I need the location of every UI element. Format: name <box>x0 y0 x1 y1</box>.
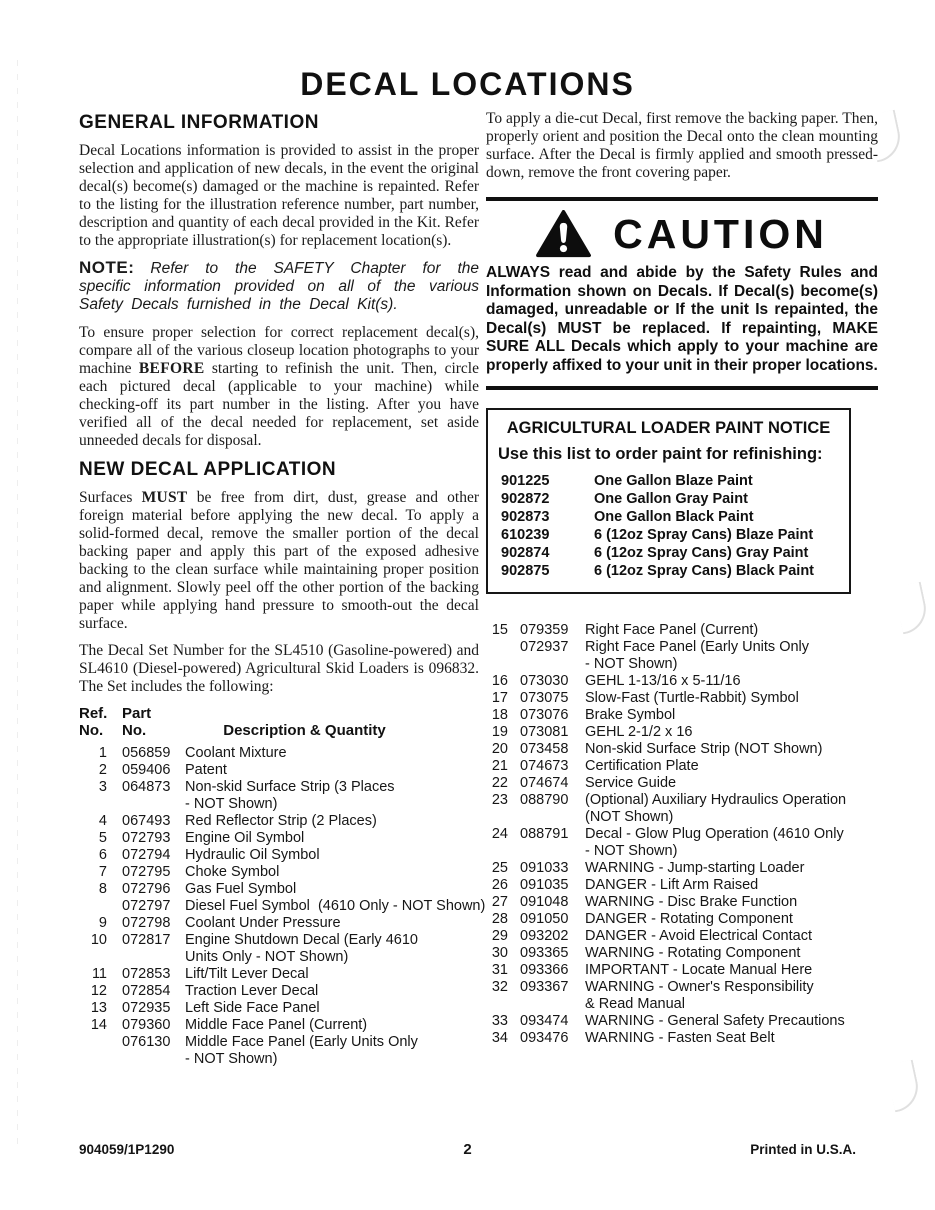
decal-ref-no: 15 <box>491 621 508 638</box>
decal-ref-no: 13 <box>90 1000 107 1016</box>
general-information-paragraph: Decal Locations information is provided to assist in the proper selection and application of new decals, in the event the original decal(s) become(s) damaged or the machine is repainted. Refer to the listing for the illustration reference number, part number, description and quantity of each decal provided in the Kit. Refer to the appropriate illustration(s) for replacement location(s). <box>79 142 479 249</box>
paint-part-no: 902874 <box>501 544 550 561</box>
decal-row <box>486 707 878 724</box>
decal-description: Diesel Fuel Symbol (4610 Only - NOT Shown) <box>185 898 486 914</box>
decal-row <box>79 847 479 864</box>
decal-row <box>486 741 878 758</box>
decal-part-no: 073458 <box>520 740 569 757</box>
decal-part-no: 074674 <box>520 774 569 791</box>
decal-part-no: 072798 <box>122 915 171 931</box>
decal-row <box>79 864 479 881</box>
decal-row <box>486 639 878 673</box>
decal-description: GEHL 2-1/2 x 16 <box>585 723 693 740</box>
caution-title: CAUTION <box>613 210 828 257</box>
paint-notice-title: AGRICULTURAL LOADER PAINT NOTICE <box>506 418 831 437</box>
general-information-heading: GENERAL INFORMATION <box>79 112 319 133</box>
decal-part-no: 079359 <box>520 621 569 638</box>
decal-ref-no: 11 <box>91 966 107 982</box>
paint-row <box>488 544 849 562</box>
decal-row <box>486 877 878 894</box>
decal-ref-no: 21 <box>491 757 508 774</box>
decal-row <box>486 1013 878 1030</box>
decal-row <box>486 622 878 639</box>
paint-list <box>488 472 849 580</box>
decal-description: Middle Face Panel (Early Units Only - NOT Shown) <box>185 1034 418 1067</box>
decal-description: Certification Plate <box>585 757 699 774</box>
decal-ref-no: 16 <box>491 672 508 689</box>
decal-ref-no: 18 <box>491 706 508 723</box>
decal-part-no: 072937 <box>520 638 569 655</box>
decal-row <box>486 911 878 928</box>
decal-description: WARNING - Disc Brake Function <box>585 893 798 910</box>
decal-ref-no: 19 <box>491 723 508 740</box>
decal-row <box>79 898 486 915</box>
decal-part-no: 076130 <box>122 1034 171 1050</box>
paint-row <box>488 490 849 508</box>
decal-description: Middle Face Panel (Current) <box>185 1017 368 1033</box>
new-decal-application-heading: NEW DECAL APPLICATION <box>79 459 337 480</box>
decal-row <box>79 762 479 779</box>
decal-part-no: 073030 <box>520 672 569 689</box>
decal-description: Service Guide <box>585 774 677 791</box>
paint-description: One Gallon Black Paint <box>594 508 754 525</box>
decal-table-header <box>79 705 479 739</box>
decal-part-no: 056859 <box>122 745 171 761</box>
decal-ref-no: 3 <box>98 779 107 795</box>
note-paragraph <box>79 259 479 314</box>
decal-part-no: 072853 <box>122 966 171 982</box>
decal-part-no: 072794 <box>122 847 171 863</box>
decal-ref-no: 23 <box>491 791 508 808</box>
decal-row <box>486 860 878 877</box>
left-column <box>79 112 486 1068</box>
decal-row <box>79 813 479 830</box>
decal-description: Engine Shutdown Decal (Early 4610 Units Only - NOT Shown) <box>185 932 418 965</box>
decal-part-no: 064873 <box>122 779 171 795</box>
decal-ref-no: 2 <box>98 762 107 778</box>
decal-row <box>79 1000 479 1017</box>
decal-ref-no: 24 <box>491 825 508 842</box>
footer-page-number: 2 <box>463 1141 472 1158</box>
application-paragraph: Surfaces MUST be free from dirt, dust, grease and other foreign material before applying the new decal. To apply a solid-formed decal, remove the smaller portion of the decal backing paper and apply this part of the exposed adhesive backing to the clean surface while maintaining proper position and alignment. Slowly peel off the other portion of the backing paper while applying hand pressure to smooth-out the decal surface. <box>79 489 479 632</box>
right-column <box>486 110 878 1047</box>
decal-description: WARNING - Owner's Responsibility & Read Manual <box>585 978 814 1012</box>
selection-paragraph: To ensure proper selection for correct replacement decal(s), compare all of the various closeup location photographs to your machine BEFORE starting to refinish the unit. Then, circle each pictured decal (applicable to your machine) while checking-off its part number in the listing. After you have verified all of the decal needed for replacement, set aside unneeded decals for disposal. <box>79 324 479 449</box>
paint-description: 6 (12oz Spray Cans) Black Paint <box>594 562 814 579</box>
decal-description: Hydraulic Oil Symbol <box>185 847 320 863</box>
decal-row <box>486 724 878 741</box>
decal-row <box>79 745 479 762</box>
footer-printed-note: Printed in U.S.A. <box>750 1142 856 1157</box>
decal-set-paragraph: The Decal Set Number for the SL4510 (Gasoline-powered) and SL4610 (Diesel-powered) Agricultural Skid Loaders is 096832. The Set includes the following: <box>79 642 479 695</box>
decal-ref-no: 27 <box>491 893 508 910</box>
decal-description: WARNING - Jump-starting Loader <box>585 859 805 876</box>
decal-part-no: 093476 <box>520 1029 569 1046</box>
decal-ref-no: 34 <box>491 1029 508 1046</box>
decal-row <box>79 966 479 983</box>
caution-body: ALWAYS read and abide by the Safety Rules and Information shown on Decals. If Decal(s) become(s) damaged, unreadable or If the unit Is repainted, the Decal(s) MUST be replaced. If repainting, MAKE SURE ALL Decals which apply to your machine are properly affixed to your unit in their proper locations. <box>486 264 878 374</box>
decal-row <box>486 673 878 690</box>
decal-description: DANGER - Lift Arm Raised <box>585 876 759 893</box>
part-no-header: Part No. <box>122 705 152 739</box>
caution-heading <box>486 210 878 258</box>
scan-artifact-curl <box>885 1060 922 1113</box>
decal-part-no: 091035 <box>520 876 569 893</box>
paint-description: 6 (12oz Spray Cans) Blaze Paint <box>594 526 814 543</box>
decal-row <box>79 779 479 813</box>
decal-ref-no: 20 <box>491 740 508 757</box>
decal-ref-no: 6 <box>98 847 107 863</box>
decal-part-no: 072797 <box>122 898 171 914</box>
decal-description: Non-skid Surface Strip (3 Places - NOT Shown) <box>185 779 395 812</box>
decal-part-no: 074673 <box>520 757 569 774</box>
paint-row <box>488 472 849 490</box>
paint-part-no: 610239 <box>501 526 550 543</box>
decal-part-no: 072817 <box>122 932 171 948</box>
caution-bottom-rule <box>486 386 878 390</box>
decal-description: Coolant Mixture <box>185 745 287 761</box>
decal-description: Decal - Glow Plug Operation (4610 Only - NOT Shown) <box>585 825 844 859</box>
description-quantity-header: Description & Quantity <box>223 722 386 739</box>
decal-part-no: 088790 <box>520 791 569 808</box>
decal-description: Slow-Fast (Turtle-Rabbit) Symbol <box>585 689 799 706</box>
decal-description: Right Face Panel (Current) <box>585 621 759 638</box>
decal-ref-no: 8 <box>98 881 107 897</box>
decal-description: Traction Lever Decal <box>185 983 319 999</box>
decal-part-no: 091048 <box>520 893 569 910</box>
die-cut-paragraph: To apply a die-cut Decal, first remove the backing paper. Then, properly orient and position the Decal onto the clean mounting surface. After the Decal is firmly applied and smooth pressed-down, remove the front covering paper. <box>486 110 878 181</box>
decal-row <box>79 915 479 932</box>
decal-description: Engine Oil Symbol <box>185 830 305 846</box>
footer-part-number: 904059/1P1290 <box>79 1142 175 1157</box>
scan-artifact-curl <box>893 582 930 635</box>
paint-part-no: 902873 <box>501 508 550 525</box>
decal-ref-no: 7 <box>98 864 107 880</box>
paint-part-no: 902875 <box>501 562 550 579</box>
decal-description: Brake Symbol <box>585 706 676 723</box>
decal-ref-no: 4 <box>98 813 107 829</box>
decal-part-no: 088791 <box>520 825 569 842</box>
decal-part-no: 093365 <box>520 944 569 961</box>
decal-row <box>79 983 479 1000</box>
decal-description: Right Face Panel (Early Units Only - NOT Shown) <box>585 638 810 672</box>
decal-part-no: 072795 <box>122 864 171 880</box>
note-label: NOTE: <box>79 258 135 277</box>
decal-row <box>486 690 878 707</box>
decal-ref-no: 30 <box>491 944 508 961</box>
decal-description: Patent <box>185 762 227 778</box>
decal-list-right <box>486 622 878 1047</box>
decal-row <box>79 1017 479 1034</box>
decal-ref-no: 22 <box>491 774 508 791</box>
decal-row <box>79 1034 479 1068</box>
decal-part-no: 072854 <box>122 983 171 999</box>
decal-ref-no: 10 <box>90 932 107 948</box>
decal-description: DANGER - Rotating Component <box>585 910 793 927</box>
decal-description: IMPORTANT - Locate Manual Here <box>585 961 813 978</box>
decal-part-no: 073076 <box>520 706 569 723</box>
decal-description: Red Reflector Strip (2 Places) <box>185 813 377 829</box>
decal-row <box>486 962 878 979</box>
scan-artifact-left-edge <box>17 60 18 1150</box>
decal-row <box>79 830 479 847</box>
decal-ref-no: 32 <box>491 978 508 995</box>
note-text: Refer to the SAFETY Chapter for the specific information provided on all of the various Safety Decals furnished in the Decal Kit(s). <box>79 260 479 313</box>
paint-row <box>488 562 849 580</box>
decal-ref-no: 28 <box>491 910 508 927</box>
caution-top-rule <box>486 197 878 201</box>
decal-row <box>486 1030 878 1047</box>
decal-description: WARNING - Rotating Component <box>585 944 801 961</box>
decal-ref-no: 14 <box>90 1017 107 1033</box>
decal-row <box>486 792 878 826</box>
decal-row <box>486 928 878 945</box>
decal-row <box>486 775 878 792</box>
decal-part-no: 079360 <box>122 1017 171 1033</box>
decal-row <box>79 881 479 898</box>
paint-description: 6 (12oz Spray Cans) Gray Paint <box>594 544 809 561</box>
paint-description: One Gallon Blaze Paint <box>594 472 753 489</box>
decal-ref-no: 29 <box>491 927 508 944</box>
decal-description: Non-skid Surface Strip (NOT Shown) <box>585 740 823 757</box>
decal-part-no: 091050 <box>520 910 569 927</box>
decal-ref-no: 33 <box>491 1012 508 1029</box>
decal-row <box>486 894 878 911</box>
decal-row <box>486 945 878 962</box>
decal-ref-no: 31 <box>491 961 508 978</box>
decal-ref-no <box>486 639 508 673</box>
decal-part-no: 073081 <box>520 723 569 740</box>
decal-ref-no: 26 <box>491 876 508 893</box>
warning-triangle-icon <box>536 210 591 258</box>
decal-ref-no: 17 <box>491 689 508 706</box>
decal-ref-no <box>79 1034 107 1068</box>
paint-row <box>488 508 849 526</box>
decal-part-no: 093474 <box>520 1012 569 1029</box>
decal-description: Choke Symbol <box>185 864 280 880</box>
decal-part-no: 093202 <box>520 927 569 944</box>
decal-part-no: 072796 <box>122 881 171 897</box>
decal-description: GEHL 1-13/16 x 5-11/16 <box>585 672 741 689</box>
paint-part-no: 902872 <box>501 490 550 507</box>
decal-part-no: 072793 <box>122 830 171 846</box>
decal-row <box>486 758 878 775</box>
decal-description: Lift/Tilt Lever Decal <box>185 966 309 982</box>
decal-description: Gas Fuel Symbol <box>185 881 297 897</box>
decal-part-no: 093367 <box>520 978 569 995</box>
decal-description: DANGER - Avoid Electrical Contact <box>585 927 812 944</box>
decal-ref-no <box>79 898 107 915</box>
decal-row <box>486 979 878 1013</box>
paint-notice-box <box>486 408 851 594</box>
decal-ref-no: 1 <box>98 745 107 761</box>
paint-part-no: 901225 <box>501 472 550 489</box>
decal-part-no: 059406 <box>122 762 171 778</box>
decal-part-no: 067493 <box>122 813 171 829</box>
decal-description: WARNING - Fasten Seat Belt <box>585 1029 775 1046</box>
decal-part-no: 072935 <box>122 1000 171 1016</box>
decal-description: Coolant Under Pressure <box>185 915 341 931</box>
paint-notice-subtitle: Use this list to order paint for refinishing: <box>498 444 823 463</box>
decal-part-no: 091033 <box>520 859 569 876</box>
decal-row <box>486 826 878 860</box>
decal-ref-no: 12 <box>90 983 107 999</box>
decal-description: (Optional) Auxiliary Hydraulics Operation (NOT Shown) <box>585 791 847 825</box>
decal-description: WARNING - General Safety Precautions <box>585 1012 845 1029</box>
ref-no-header: Ref. No. <box>79 705 108 739</box>
decal-description: Left Side Face Panel <box>185 1000 320 1016</box>
decal-part-no: 073075 <box>520 689 569 706</box>
decal-ref-no: 25 <box>491 859 508 876</box>
paint-row <box>488 526 849 544</box>
decal-list-left <box>79 745 486 1068</box>
decal-row <box>79 932 479 966</box>
decal-ref-no: 9 <box>98 915 107 931</box>
decal-part-no: 093366 <box>520 961 569 978</box>
page-title: DECAL LOCATIONS <box>300 66 635 102</box>
decal-ref-no: 5 <box>98 830 107 846</box>
paint-description: One Gallon Gray Paint <box>594 490 748 507</box>
